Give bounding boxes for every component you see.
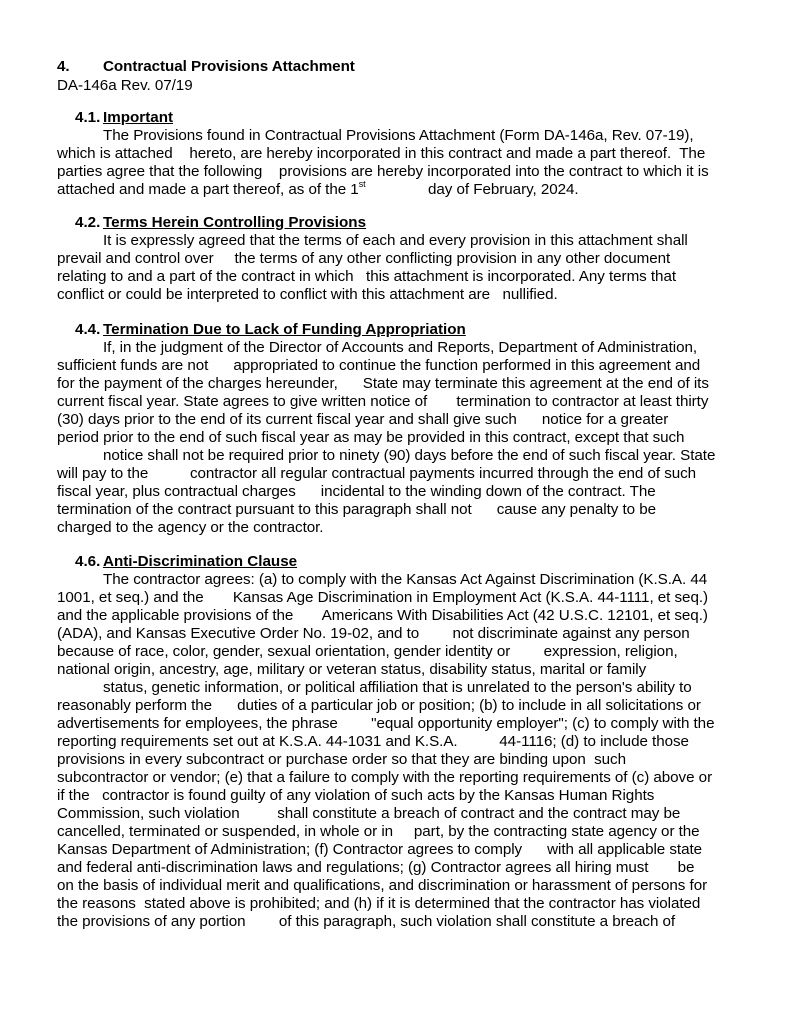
paragraph-line: the reasons stated above is prohibited; and (h) if it is determined that the contractor has violated <box>57 895 701 912</box>
paragraph-line: the provisions of any portion of this paragraph, such violation shall constitute a breach of <box>57 913 676 930</box>
paragraph-line: 1001, et seq.) and the Kansas Age Discrimination in Employment Act (K.S.A. 44-1111, et seq.) <box>57 589 709 606</box>
paragraph-line: and the applicable provisions of the Americans With Disabilities Act (42 U.S.C. 12101, et seq.) <box>57 607 708 624</box>
subsection-number: 4.2. <box>75 214 101 231</box>
paragraph-line: (30) days prior to the end of its current fiscal year and shall give such notice for a greater <box>57 411 669 428</box>
paragraph-line: provisions in every subcontract or purchase order so that they are binding upon such <box>57 751 626 768</box>
subsection-title: Terms Herein Controlling Provisions <box>103 214 367 231</box>
paragraph-line: cancelled, terminated or suspended, in whole or in part, by the contracting state agency or the <box>57 823 700 840</box>
paragraph-line: which is attached hereto, are hereby incorporated in this contract and made a part thereof. The <box>57 145 706 162</box>
subsection-title: Anti-Discrimination Clause <box>103 553 298 570</box>
paragraph-line: on the basis of individual merit and qualifications, and discrimination or harassment of persons for <box>57 877 708 894</box>
subsection-number: 4.1. <box>75 109 101 126</box>
paragraph-line: fiscal year, plus contractual charges incidental to the winding down of the contract. The <box>57 483 656 500</box>
subsection-title: Important <box>103 109 174 126</box>
paragraph-line: Commission, such violation shall constitute a breach of contract and the contract may be <box>57 805 681 822</box>
paragraph-line: if the contractor is found guilty of any violation of such acts by the Kansas Human Rights <box>57 787 655 804</box>
paragraph-line: subcontractor or vendor; (e) that a failure to comply with the reporting requirements of (c) above or <box>57 769 713 786</box>
subsection-title: Termination Due to Lack of Funding Appropriation <box>103 321 466 338</box>
paragraph-text: attached and made a part thereof, as of the 1 <box>57 181 359 198</box>
paragraph-line: will pay to the contractor all regular contractual payments incurred through the end of such <box>57 465 697 482</box>
paragraph-line: for the payment of the charges hereunder, State may terminate this agreement at the end of its <box>57 375 709 392</box>
paragraph-line: notice shall not be required prior to ninety (90) days before the end of such fiscal year. State <box>103 447 716 464</box>
paragraph-line: because of race, color, gender, sexual orientation, gender identity or expression, religion, <box>57 643 678 660</box>
paragraph-line: If, in the judgment of the Director of Accounts and Reports, Department of Administration, <box>103 339 698 356</box>
paragraph-line: sufficient funds are not appropriated to continue the function performed in this agreement and <box>57 357 701 374</box>
paragraph-line: The contractor agrees: (a) to comply with the Kansas Act Against Discrimination (K.S.A. 44 <box>103 571 708 588</box>
form-revision: DA-146a Rev. 07/19 <box>57 77 193 94</box>
paragraph-line: relating to and a part of the contract in which this attachment is incorporated. Any terms that <box>57 268 677 285</box>
paragraph-line: The Provisions found in Contractual Provisions Attachment (Form DA-146a, Rev. 07-19), <box>103 127 694 144</box>
paragraph-line: period prior to the end of such fiscal year as may be provided in this contract, except that such <box>57 429 685 446</box>
section-heading <box>57 58 355 76</box>
paragraph-line: prevail and control over the terms of any other conflicting provision in any other document <box>57 250 671 267</box>
ordinal-superscript: st <box>358 178 366 189</box>
paragraph-line: current fiscal year. State agrees to give written notice of termination to contractor at least thirty <box>57 393 709 410</box>
paragraph-line <box>57 178 579 199</box>
section-title: Contractual Provisions Attachment <box>103 58 355 75</box>
subsection-number: 4.4. <box>75 321 101 338</box>
paragraph-line: parties agree that the following provisions are hereby incorporated into the contract to which it is <box>57 163 709 180</box>
paragraph-text: day of February, 2024. <box>428 181 579 198</box>
paragraph-line: conflict or could be interpreted to conflict with this attachment are nullified. <box>57 286 558 303</box>
paragraph-line: (ADA), and Kansas Executive Order No. 19-02, and to not discriminate against any person <box>57 625 690 642</box>
paragraph-line: reporting requirements set out at K.S.A. 44-1031 and K.S.A. 44-1116; (d) to include those <box>57 733 689 750</box>
paragraph-line: and federal anti-discrimination laws and regulations; (g) Contractor agrees all hiring must be <box>57 859 695 876</box>
paragraph-line: advertisements for employees, the phrase "equal opportunity employer"; (c) to comply with the <box>57 715 715 732</box>
paragraph-line: status, genetic information, or political affiliation that is unrelated to the person's ability to <box>103 679 692 696</box>
paragraph-line: It is expressly agreed that the terms of each and every provision in this attachment shall <box>103 232 688 249</box>
section-number: 4. <box>57 58 70 75</box>
paragraph-line: termination of the contract pursuant to this paragraph shall not cause any penalty to be <box>57 501 656 518</box>
paragraph-line: Kansas Department of Administration; (f) Contractor agrees to comply with all applicable state <box>57 841 703 858</box>
subsection-number: 4.6. <box>75 553 101 570</box>
paragraph-line: national origin, ancestry, age, military or veteran status, disability status, marital or family <box>57 661 647 678</box>
paragraph-line: charged to the agency or the contractor. <box>57 519 324 536</box>
paragraph-line: reasonably perform the duties of a particular job or position; (b) to include in all solicitations or <box>57 697 701 714</box>
